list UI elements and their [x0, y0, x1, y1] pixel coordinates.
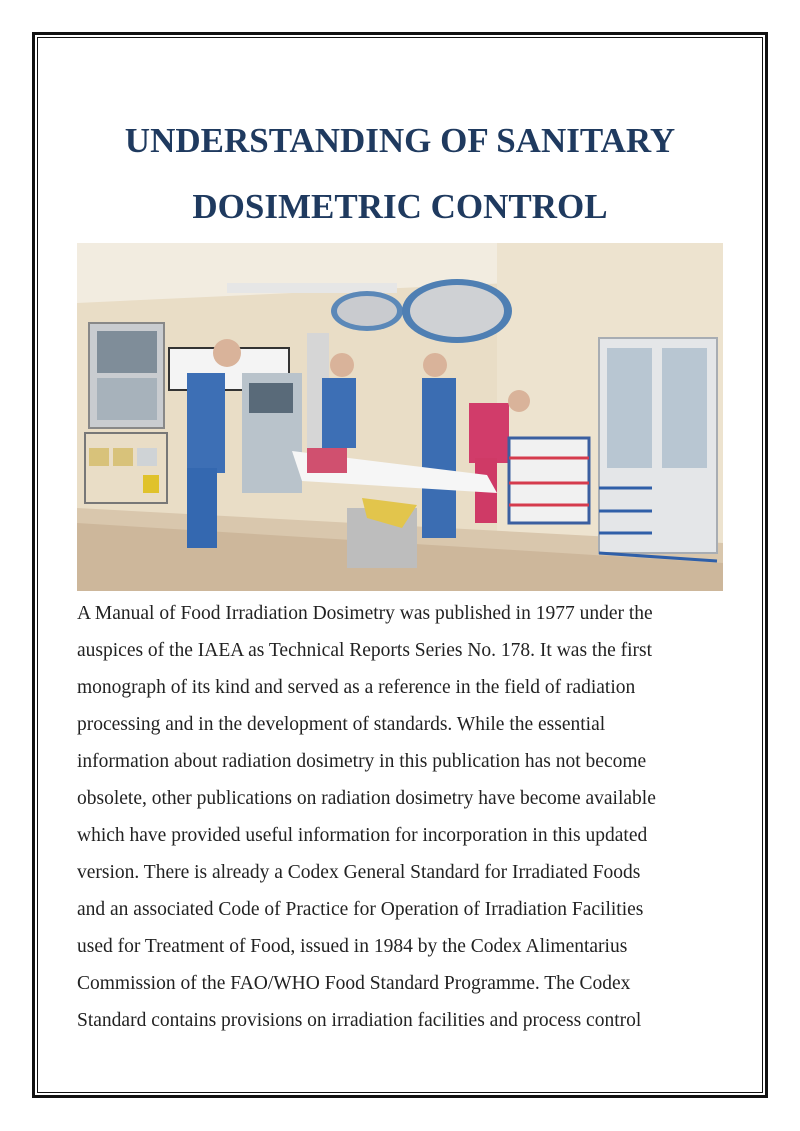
body-line: version. There is already a Codex General Standard for Irradiated Foods — [77, 862, 641, 883]
body-line: which have provided useful information for incorporation in this updated — [77, 825, 648, 846]
title-line-1: UNDERSTANDING OF SANITARY — [124, 121, 676, 160]
body-line: Commission of the FAO/WHO Food Standard Programme. The Codex — [77, 973, 631, 994]
body-line: obsolete, other publications on radiation dosimetry have become available — [77, 788, 656, 809]
body-line: monograph of its kind and served as a reference in the field of radiation — [77, 677, 636, 698]
body-paragraph — [77, 595, 737, 1039]
body-line: information about radiation dosimetry in this publication has not become — [77, 751, 647, 772]
title-line-2: DOSIMETRIC CONTROL — [192, 187, 608, 226]
operating-room-photo — [77, 243, 723, 591]
body-line: and an associated Code of Practice for Operation of Irradiation Facilities — [77, 899, 644, 920]
body-line: processing and in the development of standards. While the essential — [77, 714, 606, 735]
body-line: used for Treatment of Food, issued in 1984 by the Codex Alimentarius — [77, 936, 628, 957]
page-title — [40, 108, 760, 240]
body-line: Standard contains provisions on irradiation facilities and process control — [77, 1010, 642, 1031]
body-line: A Manual of Food Irradiation Dosimetry was published in 1977 under the — [77, 603, 653, 624]
body-line: auspices of the IAEA as Technical Reports Series No. 178. It was the first — [77, 640, 653, 661]
